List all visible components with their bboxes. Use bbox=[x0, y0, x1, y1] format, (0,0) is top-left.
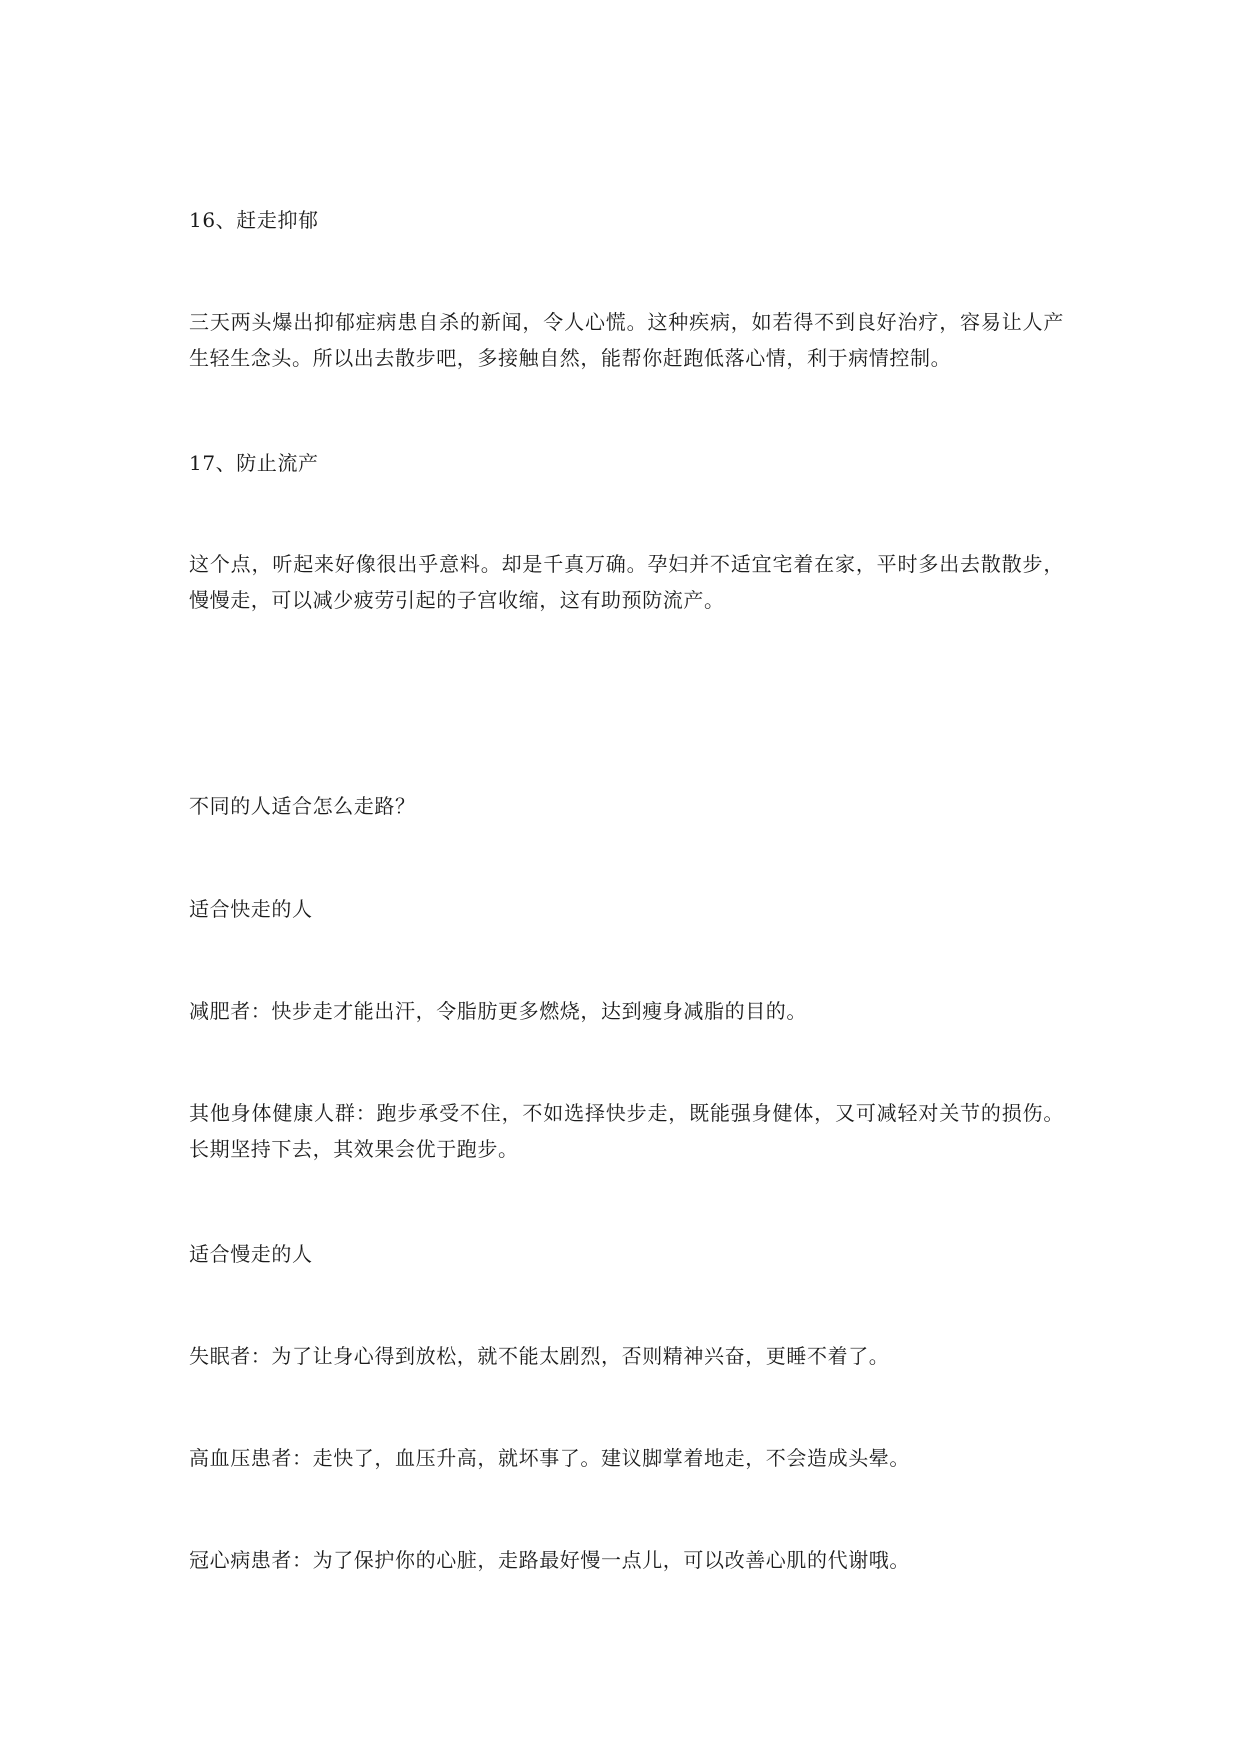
section-title: 不同的人适合怎么走路？ bbox=[189, 794, 416, 818]
slow-walk-item-1: 失眠者：为了让身心得到放松，就不能太剧烈，否则精神兴奋，更睡不着了。 bbox=[189, 1344, 890, 1368]
slow-walk-item-3: 冠心病患者：为了保护你的心脏，走路最好慢一点儿，可以改善心肌的代谢哦。 bbox=[189, 1548, 910, 1572]
slow-walk-title: 适合慢走的人 bbox=[189, 1242, 313, 1266]
heading-17: 17、防止流产 bbox=[189, 451, 319, 475]
fast-walk-item-2: 其他身体健康人群：跑步承受不住，不如选择快步走，既能强身健体，又可减轻对关节的损伤。长期坚持下去，其效果会优于跑步。 bbox=[189, 1101, 1064, 1161]
slow-walk-item-2: 高血压患者：走快了，血压升高，就坏事了。建议脚掌着地走，不会造成头晕。 bbox=[189, 1446, 910, 1470]
heading-16: 16、赶走抑郁 bbox=[189, 208, 319, 232]
fast-walk-title: 适合快走的人 bbox=[189, 897, 313, 921]
paragraph-17: 这个点，听起来好像很出乎意料。却是千真万确。孕妇并不适宜宅着在家，平时多出去散散步，慢慢走，可以减少疲劳引起的子宫收缩，这有助预防流产。 bbox=[189, 552, 1064, 612]
fast-walk-item-1: 减肥者：快步走才能出汗，令脂肪更多燃烧，达到瘦身减脂的目的。 bbox=[189, 999, 807, 1023]
paragraph-16: 三天两头爆出抑郁症病患自杀的新闻，令人心慌。这种疾病，如若得不到良好治疗，容易让人产生轻生念头。所以出去散步吧，多接触自然，能帮你赶跑低落心情，利于病情控制。 bbox=[189, 310, 1064, 370]
